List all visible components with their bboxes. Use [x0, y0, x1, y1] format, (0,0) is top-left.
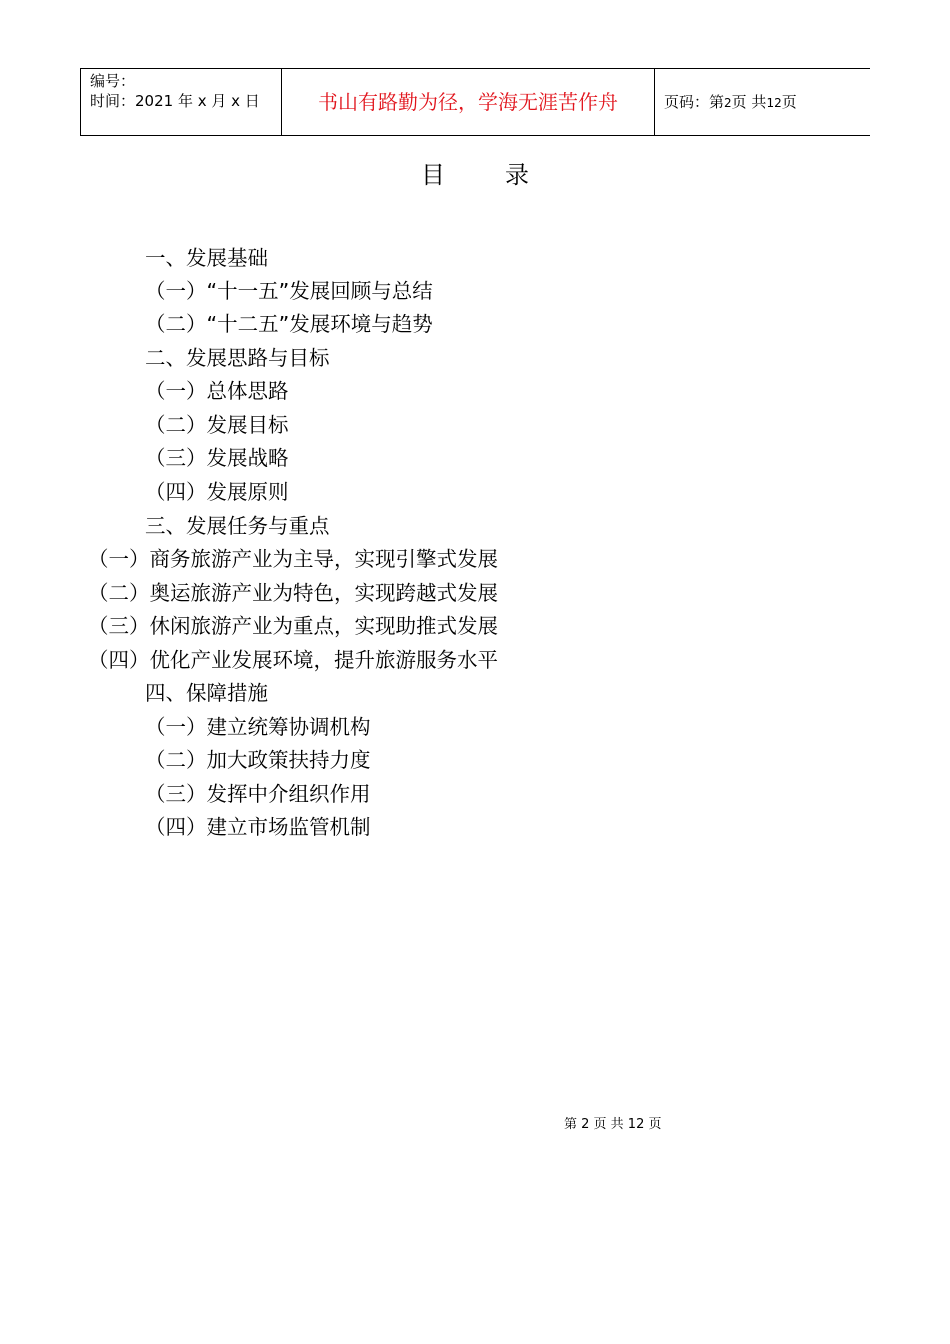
toc-item: （三）发挥中介组织作用	[145, 782, 371, 806]
toc-item: （二）发展目标	[145, 413, 289, 437]
page-mid: 页 共	[731, 93, 767, 111]
document-number-label: 编号：	[90, 72, 136, 90]
toc-item: （一）建立统筹协调机构	[145, 715, 371, 739]
toc-item: （三）休闲旅游产业为重点，实现助推式发展	[88, 614, 498, 638]
toc-item: （一）商务旅游产业为主导，实现引擎式发展	[88, 547, 498, 571]
document-time-label: 时间：2021 年 x 月 x 日	[90, 92, 260, 110]
header-motto: 书山有路勤为径，学海无涯苦作舟	[282, 69, 655, 135]
toc-item: （三）发展战略	[145, 446, 289, 470]
toc-item: （一）“十一五”发展回顾与总结	[145, 279, 433, 303]
page-footer: 第 2 页 共 12 页	[564, 1117, 662, 1132]
page-current: 2	[724, 96, 732, 110]
page-suffix: 页	[781, 93, 797, 111]
toc-item: （四）优化产业发展环境，提升旅游服务水平	[88, 648, 498, 672]
toc-title-left: 目	[421, 161, 445, 189]
toc-item: （四）发展原则	[145, 480, 289, 504]
page-total: 12	[766, 96, 782, 110]
toc-item: 一、发展基础	[145, 246, 268, 270]
toc-item: （二）“十二五”发展环境与趋势	[145, 312, 433, 336]
header-page-indicator	[655, 69, 869, 135]
toc-item: （四）建立市场监管机制	[145, 815, 371, 839]
page-prefix: 页码：第	[664, 93, 725, 111]
header-meta-cell	[81, 69, 282, 135]
toc-item: （二）奥运旅游产业为特色，实现跨越式发展	[88, 581, 498, 605]
page-header-table	[80, 68, 870, 136]
toc-title-right: 录	[505, 161, 529, 189]
toc-title	[0, 155, 950, 190]
toc-item: （二）加大政策扶持力度	[145, 748, 371, 772]
toc-item: 三、发展任务与重点	[145, 514, 330, 538]
toc-item: 四、保障措施	[145, 681, 268, 705]
toc-item: （一）总体思路	[145, 379, 289, 403]
toc-item: 二、发展思路与目标	[145, 346, 330, 370]
